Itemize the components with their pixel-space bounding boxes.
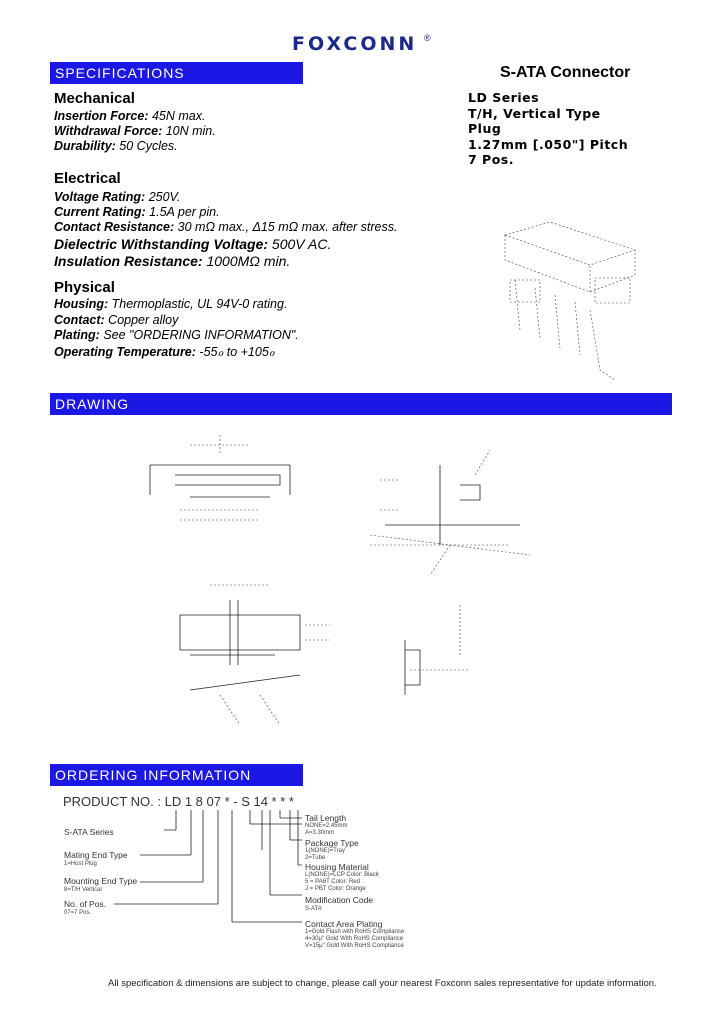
spec-line: Insertion Force: 45N max. [54,109,206,123]
spec-line: Contact Resistance: 30 mΩ max., Δ15 mΩ max. after stress. [54,220,398,234]
ordering-label: S-ATA Series [64,827,114,837]
ordering-label: Housing Material [305,862,369,872]
series-block [468,90,628,168]
series-line: 1.27mm [.050"] Pitch [468,136,629,152]
ordering-leader-lines [0,800,720,930]
foxconn-logo: FOXCONN [292,33,418,55]
ordering-information-bar: ORDERING INFORMATION [50,764,303,786]
ordering-label: Mating End Type [64,850,128,860]
spec-line: Voltage Rating: 250V. [54,190,181,204]
spec-line: Operating Temperature: -55ℴ to +105ℴ [54,345,275,359]
series-line: 7 Pos. [468,152,514,167]
ordering-sub: NONE=2.45mm A=3.30mm [305,823,348,836]
spec-line: Insulation Resistance: 1000MΩ min. [54,253,291,269]
ordering-sub: 07=7 Pos. [64,910,92,916]
mechanical-heading: Mechanical [54,90,135,107]
ordering-label: Package Type [305,838,359,848]
ordering-label: Mounting End Type [64,876,138,886]
connector-isometric-drawing [490,220,650,390]
technical-drawing [130,425,550,755]
specifications-bar: SPECIFICATIONS [50,62,303,84]
spec-line: Withdrawal Force: 10N min. [54,124,216,138]
ordering-label: Modification Code [305,895,374,905]
spec-line: Current Rating: 1.5A per pin. [54,205,220,219]
physical-heading: Physical [54,279,115,296]
ordering-sub: 8=T/H Vertical [64,887,102,893]
drawing-bar: DRAWING [50,393,672,415]
spec-line: Durability: 50 Cycles. [54,139,178,153]
series-line: LD Series [468,90,540,105]
ordering-sub: 1=Host Plug [64,861,97,867]
footer-note: All specification & dimensions are subject to change, please call your nearest Foxconn sales representative for update information. [108,978,657,989]
ordering-label: Contact Area Plating [305,919,383,929]
ordering-sub: 1=Gold Flash with RoHS Compliance 4=30μ" Gold With RoHS Compliance V=15μ" Gold With RoHS Compliance [305,929,405,949]
spec-line: Contact: Copper alloy [54,313,179,327]
spec-line: Dielectric Withstanding Voltage: 500V AC. [54,236,332,252]
ordering-sub: L(NONE)=LCP Color: Black 5 = PA6T Color: Red J = PBT Color: Orange [305,872,379,892]
series-line: T/H, Vertical Type [468,105,601,121]
product-code: LD 1 8 07 * - S 14 * * * [164,794,294,809]
series-line: Plug [468,121,502,136]
spec-line: Plating: See "ORDERING INFORMATION". [54,328,299,342]
ordering-label: Tail Length [305,813,347,823]
registered-mark: ® [424,33,431,43]
electrical-heading: Electrical [54,170,121,187]
spec-line: Housing: Thermoplastic, UL 94V-0 rating. [54,297,288,311]
ordering-label: No. of Pos. [64,899,107,909]
ordering-sub: 1(NONE)=Tray 2=Tube [305,848,345,861]
product-number: PRODUCT NO. : LD 1 8 07 * - S 14 * * * [63,794,294,809]
ordering-sub: S-ATA [305,906,322,912]
product-title: S-ATA Connector [500,64,631,81]
